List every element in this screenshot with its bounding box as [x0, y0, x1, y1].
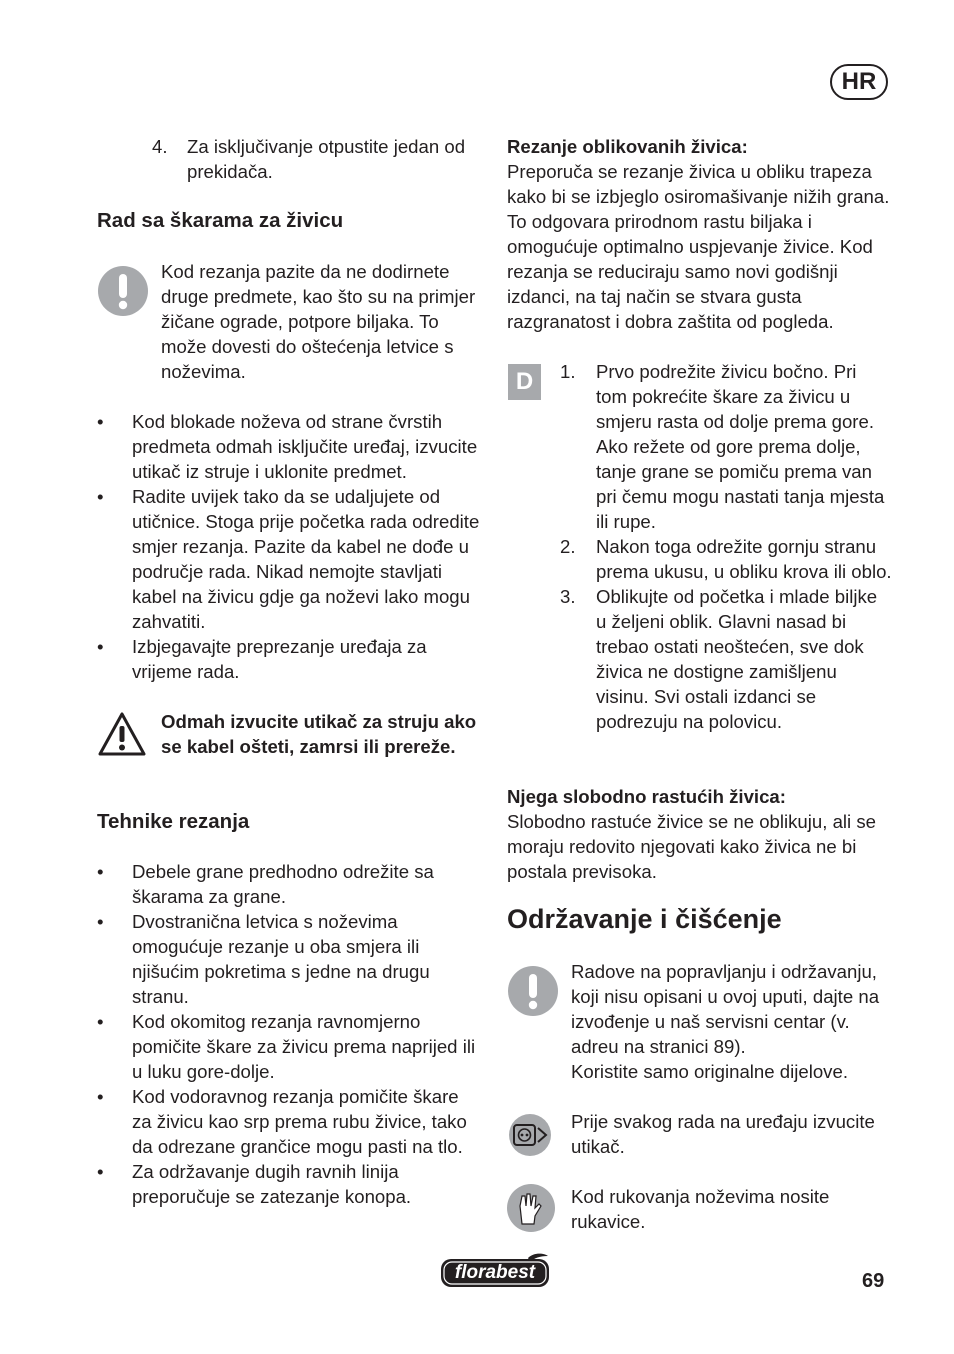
- step-item: 1. Prvo podrežite živicu bočno. Pri tom pokrećite škare za živicu u smjeru rasta od dolje prema gore. Ako režete od gore prema dolje, tanje grane se pomiču prema van pri čemu mogu nastati tanja mjesta ili rupe.: [560, 361, 885, 532]
- list-item: • Dvostranična letvica s noževima omogućuje rezanje u oba smjera ili njišućim pokretima s jedne na drugu stranu.: [97, 911, 430, 1007]
- unplug-note: Prije svakog rada na uređaju izvucite utikač.: [571, 1111, 875, 1157]
- step-item: 3. Oblikujte od početka i mlade biljke u željeni oblik. Glavni nasad bi trebao ostati neoštećen, sve dok živica ne dostigne zamišljenu visinu. Svi ostali izdanci se podrezuju na polovicu.: [560, 586, 878, 732]
- list-item: • Kod okomitog rezanja ravnomjerno pomičite škare za živicu prema naprijed ili u luku gore-dolje.: [97, 1011, 476, 1082]
- list-item: • Za održavanje dugih ravnih linija preporučuje se zatezanje konopa.: [97, 1161, 412, 1207]
- note-touch-objects: Kod rezanja pazite da ne dodirnete druge predmete, kao što su na primjer žičane ograde, potpore biljaka. To može dovesti do oštećenja letvice s noževima.: [161, 261, 476, 382]
- list-item: • Kod vodoravnog rezanja pomičite škare za živicu kao srp prema rubu živice, tako da odrezane grančice mogu pasti na tlo.: [97, 1086, 467, 1157]
- step-marker: 3.: [560, 586, 576, 607]
- gloves-note: Kod rukovanja noževima nosite rukavice.: [571, 1186, 830, 1232]
- unplug-icon: [508, 1113, 552, 1163]
- figure-label-d: D: [508, 364, 541, 400]
- maintenance-note-service: Radove na popravljanju i održavanju, koji nisu opisani u ovoj uputi, dajte na izvođenje u naš servisni centar (v. adreu na stranici 89).: [571, 961, 880, 1057]
- bullet-marker: •: [97, 911, 104, 932]
- page-number: 69: [862, 1270, 885, 1292]
- bullet-marker: •: [97, 1161, 104, 1182]
- list-item: • Kod blokade noževa od strane čvrstih predmeta odmah isključite uređaj, izvucite utikač iz struje i uklonite predmet.: [97, 411, 478, 482]
- section-title-hedge-work: Rad sa škarama za živicu: [97, 209, 344, 232]
- shaped-hedges-text: Preporuča se rezanje živica u obliku trapeza kako bi se izbjeglo osiromašivanje nižih grana. To odgovara prirodnom rastu biljaka i omogućuje optimalno uspjevanje živice. Kod rezanja se reduciraju samo novi godišnji izdanci, na taj način se stvara gusta razgranatost i dobra zaštita od pogleda.: [507, 161, 890, 332]
- numbered-steps: [560, 359, 892, 734]
- caution-icon: [508, 966, 558, 1022]
- bullet-list-techniques: [97, 859, 481, 1209]
- logo-text: florabest: [454, 1262, 536, 1283]
- list-item: • Radite uvijek tako da se udaljujete od utičnice. Stoga prije početka rada odredite smjer rezanja. Pazite da kabel ne dođe u područje rada. Nikad nemojte stavljati kabel na živicu gdje ga noževi lako mogu zahvatiti.: [97, 486, 480, 632]
- bullet-marker: •: [97, 486, 104, 507]
- bullet-marker: •: [97, 1011, 104, 1032]
- list-item: • Debele grane predhodno odrežite sa škarama za grane.: [97, 861, 434, 907]
- section-title-cutting-techniques: Tehnike rezanja: [97, 810, 250, 833]
- list-marker: 4.: [152, 136, 168, 157]
- warning-triangle-icon: [97, 711, 147, 763]
- top-list-item: [152, 134, 482, 184]
- gloves-icon: [507, 1184, 555, 1238]
- bullet-marker: •: [97, 1086, 104, 1107]
- free-growing-title: Njega slobodno rastućih živica:: [507, 786, 786, 807]
- language-badge: HR: [830, 64, 888, 100]
- shaped-hedges-title: Rezanje oblikovanih živica:: [507, 136, 748, 157]
- caution-icon: [98, 266, 148, 322]
- warning-cable-damage: Odmah izvucite utikač za struju ako se kabel ošteti, zamrsi ili prereže.: [161, 711, 477, 757]
- free-growing-text: Slobodno rastuće živice se ne oblikuju, ali se moraju redovito njegovati kako živica ne bi postala previsoka.: [507, 811, 876, 882]
- bullet-list-work: [97, 409, 481, 684]
- step-marker: 1.: [560, 361, 576, 382]
- maintenance-note-parts: Koristite samo originalne dijelove.: [571, 1061, 848, 1082]
- bullet-marker: •: [97, 861, 104, 882]
- step-marker: 2.: [560, 536, 576, 557]
- step-item: 2. Nakon toga odrežite gornju stranu prema ukusu, u obliku krova ili oblo.: [560, 536, 892, 582]
- list-item: • Izbjegavajte preprezanje uređaja za vrijeme rada.: [97, 636, 427, 682]
- bullet-marker: •: [97, 636, 104, 657]
- maintenance-heading: Održavanje i čišćenje: [507, 904, 782, 934]
- bullet-marker: •: [97, 411, 104, 432]
- list-item-text: Za isključivanje otpustite jedan od prekidača.: [187, 136, 466, 182]
- florabest-logo: [440, 1252, 550, 1288]
- maintenance-note: [571, 959, 893, 1084]
